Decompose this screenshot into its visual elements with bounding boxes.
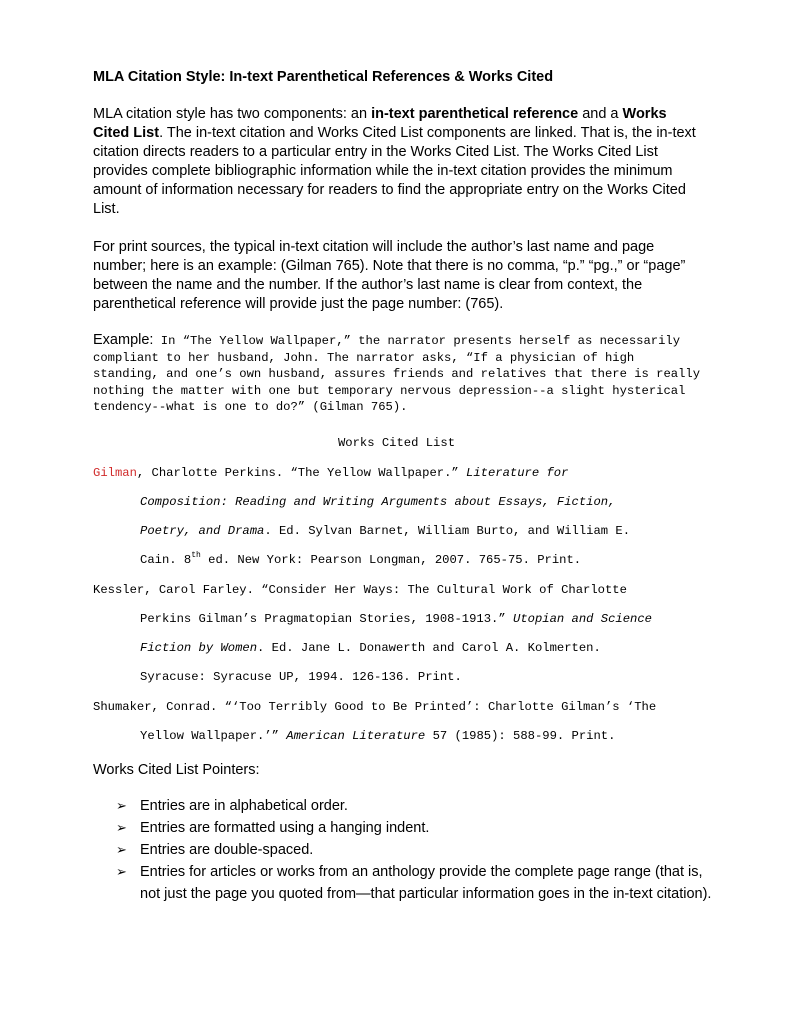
- citation-text: , Charlotte Perkins. “The Yellow Wallpaper.”: [136, 466, 467, 480]
- citation-entry-kessler: [93, 582, 713, 698]
- list-item-text: Entries are formatted using a hanging indent.: [140, 820, 430, 836]
- citation-text: Perkins Gilman’s Pragmatopian Stories, 1908-1913.”: [140, 612, 513, 626]
- arrow-bullet-icon: ➢: [116, 864, 127, 879]
- citation-line: [93, 699, 713, 728]
- list-item: [116, 839, 716, 861]
- citation-line: [93, 640, 713, 669]
- page-title: MLA Citation Style: In-text Parenthetical References & Works Cited: [93, 69, 554, 85]
- citation-text: Syracuse: Syracuse UP, 1994. 126-136. Print.: [140, 670, 462, 684]
- citation-text: Yellow Wallpaper.’”: [140, 729, 287, 743]
- author-highlight: Gilman: [93, 466, 137, 480]
- citation-entry-gilman: [93, 465, 713, 581]
- arrow-bullet-icon: ➢: [116, 820, 127, 835]
- citation-line: [93, 669, 713, 698]
- citation-text: Cain. 8: [140, 553, 192, 567]
- list-item: [116, 861, 716, 905]
- list-item-text: Entries are double-spaced.: [140, 842, 314, 858]
- superscript: th: [191, 551, 201, 560]
- intro-bold-1: in-text parenthetical reference: [371, 106, 579, 122]
- citation-text: . Ed. Jane L. Donawerth and Carol A. Kolmerten.: [257, 641, 601, 655]
- works-cited-heading: [0, 436, 791, 450]
- example-text: In “The Yellow Wallpaper,” the narrator presents herself as necessarily compliant to her husband, John. The narrator asks, “If a physician of high standing, and one’s own husband, assures friends and relatives that there is really nothing the matter with one but temporary nervous depression--a slight hysterical tendency--what is one to do?” (Gilman 765).: [93, 334, 701, 414]
- list-item-text: Entries are in alphabetical order.: [140, 798, 348, 814]
- citation-entry-shumaker: [93, 699, 713, 757]
- citation-italic: Literature for: [466, 466, 569, 480]
- citation-text: . Ed. Sylvan Barnet, William Burto, and William E.: [264, 524, 631, 538]
- citation-italic: Composition: Reading and Writing Arguments about Essays, Fiction,: [140, 495, 616, 509]
- works-cited-heading-text: Works Cited List: [337, 436, 456, 450]
- citation-text: ed. New York: Pearson Longman, 2007. 765-75. Print.: [200, 553, 582, 567]
- print-sources-paragraph: For print sources, the typical in-text citation will include the author’s last name and page number; here is an example: (Gilman 765). Note that there is no comma, “p.” “pg.,” or “page” between the name and the number. If the author’s last name is clear from context, the parenthetical reference will provide just the page number: (765).: [93, 239, 686, 312]
- intro-text-1: MLA citation style has two components: an: [93, 106, 372, 122]
- citation-line: [93, 728, 713, 757]
- example-paragraph: [93, 332, 705, 416]
- list-item-text: Entries for articles or works from an anthology provide the complete page range (that is, not just the page you quoted from—that particular information goes in the in-text citation).: [140, 864, 712, 902]
- citation-text: Kessler, Carol Farley. “Consider Her Ways: The Cultural Work of Charlotte: [93, 583, 627, 597]
- citation-italic: Utopian and Science: [513, 612, 652, 626]
- citation-line: [93, 494, 713, 523]
- arrow-bullet-icon: ➢: [116, 842, 127, 857]
- intro-text-2: and a: [578, 106, 623, 122]
- pointers-heading: Works Cited List Pointers:: [93, 762, 260, 778]
- citation-text: Shumaker, Conrad. “‘Too Terribly Good to Be Printed’: Charlotte Gilman’s ‘The: [93, 700, 657, 714]
- intro-text-3: . The in-text citation and Works Cited List components are linked. That is, the in-text citation directs readers to a particular entry in the Works Cited List. The Works Cited List provides complete bibliographic information while the in-text citation provides the minimum amount of information necessary for readers to find the appropriate entry on the Works Cited List.: [93, 125, 696, 217]
- citation-line: [93, 552, 713, 581]
- intro-paragraph: [93, 105, 701, 219]
- pointers-list: [116, 795, 716, 905]
- arrow-bullet-icon: ➢: [116, 798, 127, 813]
- list-item: [116, 795, 716, 817]
- citation-italic: Poetry, and Drama: [140, 524, 265, 538]
- list-item: [116, 817, 716, 839]
- intro-bold-2: Works Cited List: [93, 106, 667, 141]
- citation-text: 57 (1985): 588-99. Print.: [425, 729, 616, 743]
- citation-italic: American Literature: [286, 729, 426, 743]
- citation-line: [93, 523, 713, 552]
- citation-line: [93, 582, 713, 611]
- citation-italic: Fiction by Women: [140, 641, 258, 655]
- example-label: Example:: [93, 332, 154, 348]
- citation-line: [93, 611, 713, 640]
- citation-line: [93, 465, 713, 494]
